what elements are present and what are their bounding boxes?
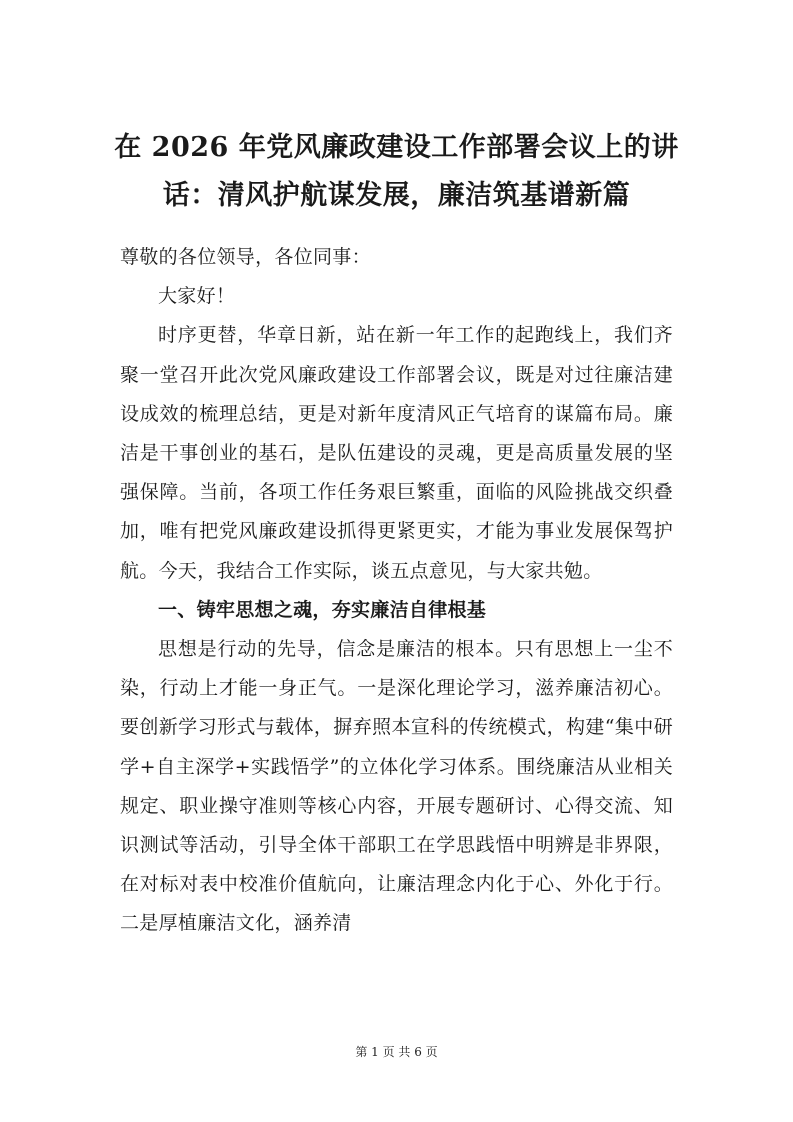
section-heading: 一、铸牢思想之魂，夯实廉洁自律根基 bbox=[158, 598, 487, 621]
greeting: 大家好！ bbox=[158, 285, 236, 308]
body-paragraph: 时序更替，华章日新，站在新一年工作的起跑线上，我们齐聚一堂召开此次党风廉政建设工作部署会议，既是对过往廉洁建设成效的梳理总结，更是对新年度清风正气培育的谋篇布局。廉洁是干事创业的基石，是队伍建设的灵魂，更是高质量发展的坚强保障。当前，各项工作任务艰巨繁重，面临的风险挑战交织叠加，唯有把党风廉政建设抓得更紧更实，才能为事业发展保驾护航。今天，我结合工作实际，谈五点意见，与大家共勉。 bbox=[120, 324, 673, 582]
document-body bbox=[120, 238, 673, 944]
salutation: 尊敬的各位领导，各位同事： bbox=[120, 246, 371, 268]
page-number-footer: 第 1 页 共 6 页 bbox=[355, 1045, 438, 1059]
body-paragraph: 思想是行动的先导，信念是廉洁的根本。只有思想上一尘不染，行动上才能一身正气。一是深化理论学习，滋养廉洁初心。要创新学习形式与载体，摒弃照本宣科的传统模式，构建“集中研学+自主深学+实践悟学”的立体化学习体系。围绕廉洁从业相关规定、职业操守准则等核心内容，开展专题研讨、心得交流、知识测试等活动，引导全体干部职工在学思践悟中明辨是非界限，在对标对表中校准价值航向，让廉洁理念内化于心、外化于行。二是厚植廉洁文化，涵养清 bbox=[120, 638, 673, 935]
document-title: 在 2026 年党风廉政建设工作部署会议上的讲话：清风护航谋发展，廉洁筑基谱新篇 bbox=[114, 132, 679, 211]
